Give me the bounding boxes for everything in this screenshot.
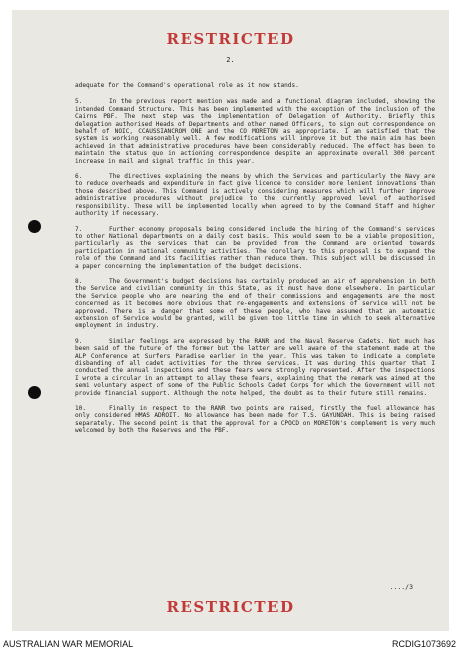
paragraph-8 [75,278,435,330]
document-page [12,10,449,631]
document-body [75,82,435,443]
paragraph-number: 5. [75,98,83,106]
paragraph-7 [75,226,435,270]
paragraph-number: 6. [75,173,83,181]
intro-line: adequate for the Command's operational role as it now stands. [75,82,299,89]
page-number: 2. [226,56,235,64]
paragraph-number: 8. [75,277,83,285]
continuation-marker: ..../3 [389,583,413,591]
paragraph-number: 9. [75,337,83,345]
paragraph-6 [75,173,435,217]
paragraph-text: Finally in respect to the RANR two points are raised, firstly the fuel allowance has only considered HMAS ADROIT. No allowance has been made for T.S. GAYUNDAH. This is being raised separately. The second point is that the approval for a CPOCD on MORETON's complement is very much welcomed by both the Reserves and the PBF. [75,405,435,435]
paragraph-5 [75,98,435,165]
paragraph-10 [75,405,435,435]
restricted-stamp-bottom: RESTRICTED [166,598,295,616]
paragraph-number: 7. [75,225,83,233]
punch-hole-bottom [28,386,41,399]
paragraph-text: In the previous report mention was made and a functional diagram included, showing the intended Command Structure. This has been implemented with the exception of the inclusion of the Cairns PBF. The next step was the implementation of Delegation of Authority. Briefly this delegation authorised Heads of Departments and other named Officers, to sign out correspondence on behalf of NOIC, CCAUSSIANCROM ONE and the CO MORETON as appropriate. I am satisfied that the system is working reasonably well. A few modifications will improve it but the main aim has been achieved in that administrative procedures have been considerably reduced. The effect has been to maintain the status quo in actioning correspondence despite an approximate overall 300 percent increase in mail and signal traffic in this year. [75,98,435,165]
paragraph-text: The Government's budget decisions has certainly produced an air of apprehension in both the Service and civilian community in this State, as it must have done elsewhere. In particular the Service people who are nearing the end of their commissions and engagements are the most concerned as it becomes more obvious that re-engagements and extensions of service will not be approved. There is a danger that some of these people, who have assumed that an automatic extension of Service would be granted, will be given too little time in which to seek alternative employment in industry. [75,277,435,330]
archive-credit: AUSTRALIAN WAR MEMORIAL [3,639,134,649]
paragraph-text: Similar feelings are expressed by the RANR and the Naval Reserve Cadets. Not much has been said of the future of the former but the latter are well aware of the statement made at the ALP Conference at Surfers Paradise earlier in the year. This was taken to indicate a complete disbanding of all cadet activities for the three services. It was during this quarter that I conducted the annual inspections and these fears were strongly represented. After the inspections I wrote a circular in an attempt to allay these fears, explaining that the remark was aimed at the semi voluntary aspect of some of the Public Schools Cadet Corps for which the Government will not provide financial support. Although the note helped, the doubt as to their future still remains. [75,337,435,397]
paragraph-9 [75,338,435,397]
punch-hole-top [28,220,41,233]
restricted-stamp-top: RESTRICTED [166,30,295,48]
paragraph-text: Further economy proposals being considered include the hiring of the Command's services to other National departments on a daily cost basis. This would seem to be a viable proposition, particularly as the services that can be provided from the Command are oriented towards participation in national community activities. The corollary to this proposal is to expand the role of the Command and its facilities rather than reduce them. This subject will be discussed in a paper concerning the implementation of the budget decisions. [75,225,435,270]
paragraph-text: The directives explaining the means by which the Services and particularly the Navy are to reduce overheads and expenditure in fact give licence to consider more lenient innovations than those described above. This Command is actively considering measures which will further improve administrative procedures without prejudice to the currently approved level of authorised responsibility. These will be implemented locally when agreed to by the Command Staff and higher authority if necessary. [75,173,435,218]
paragraph-number: 10. [75,405,87,413]
record-id: RCDIG1073692 [391,639,456,649]
